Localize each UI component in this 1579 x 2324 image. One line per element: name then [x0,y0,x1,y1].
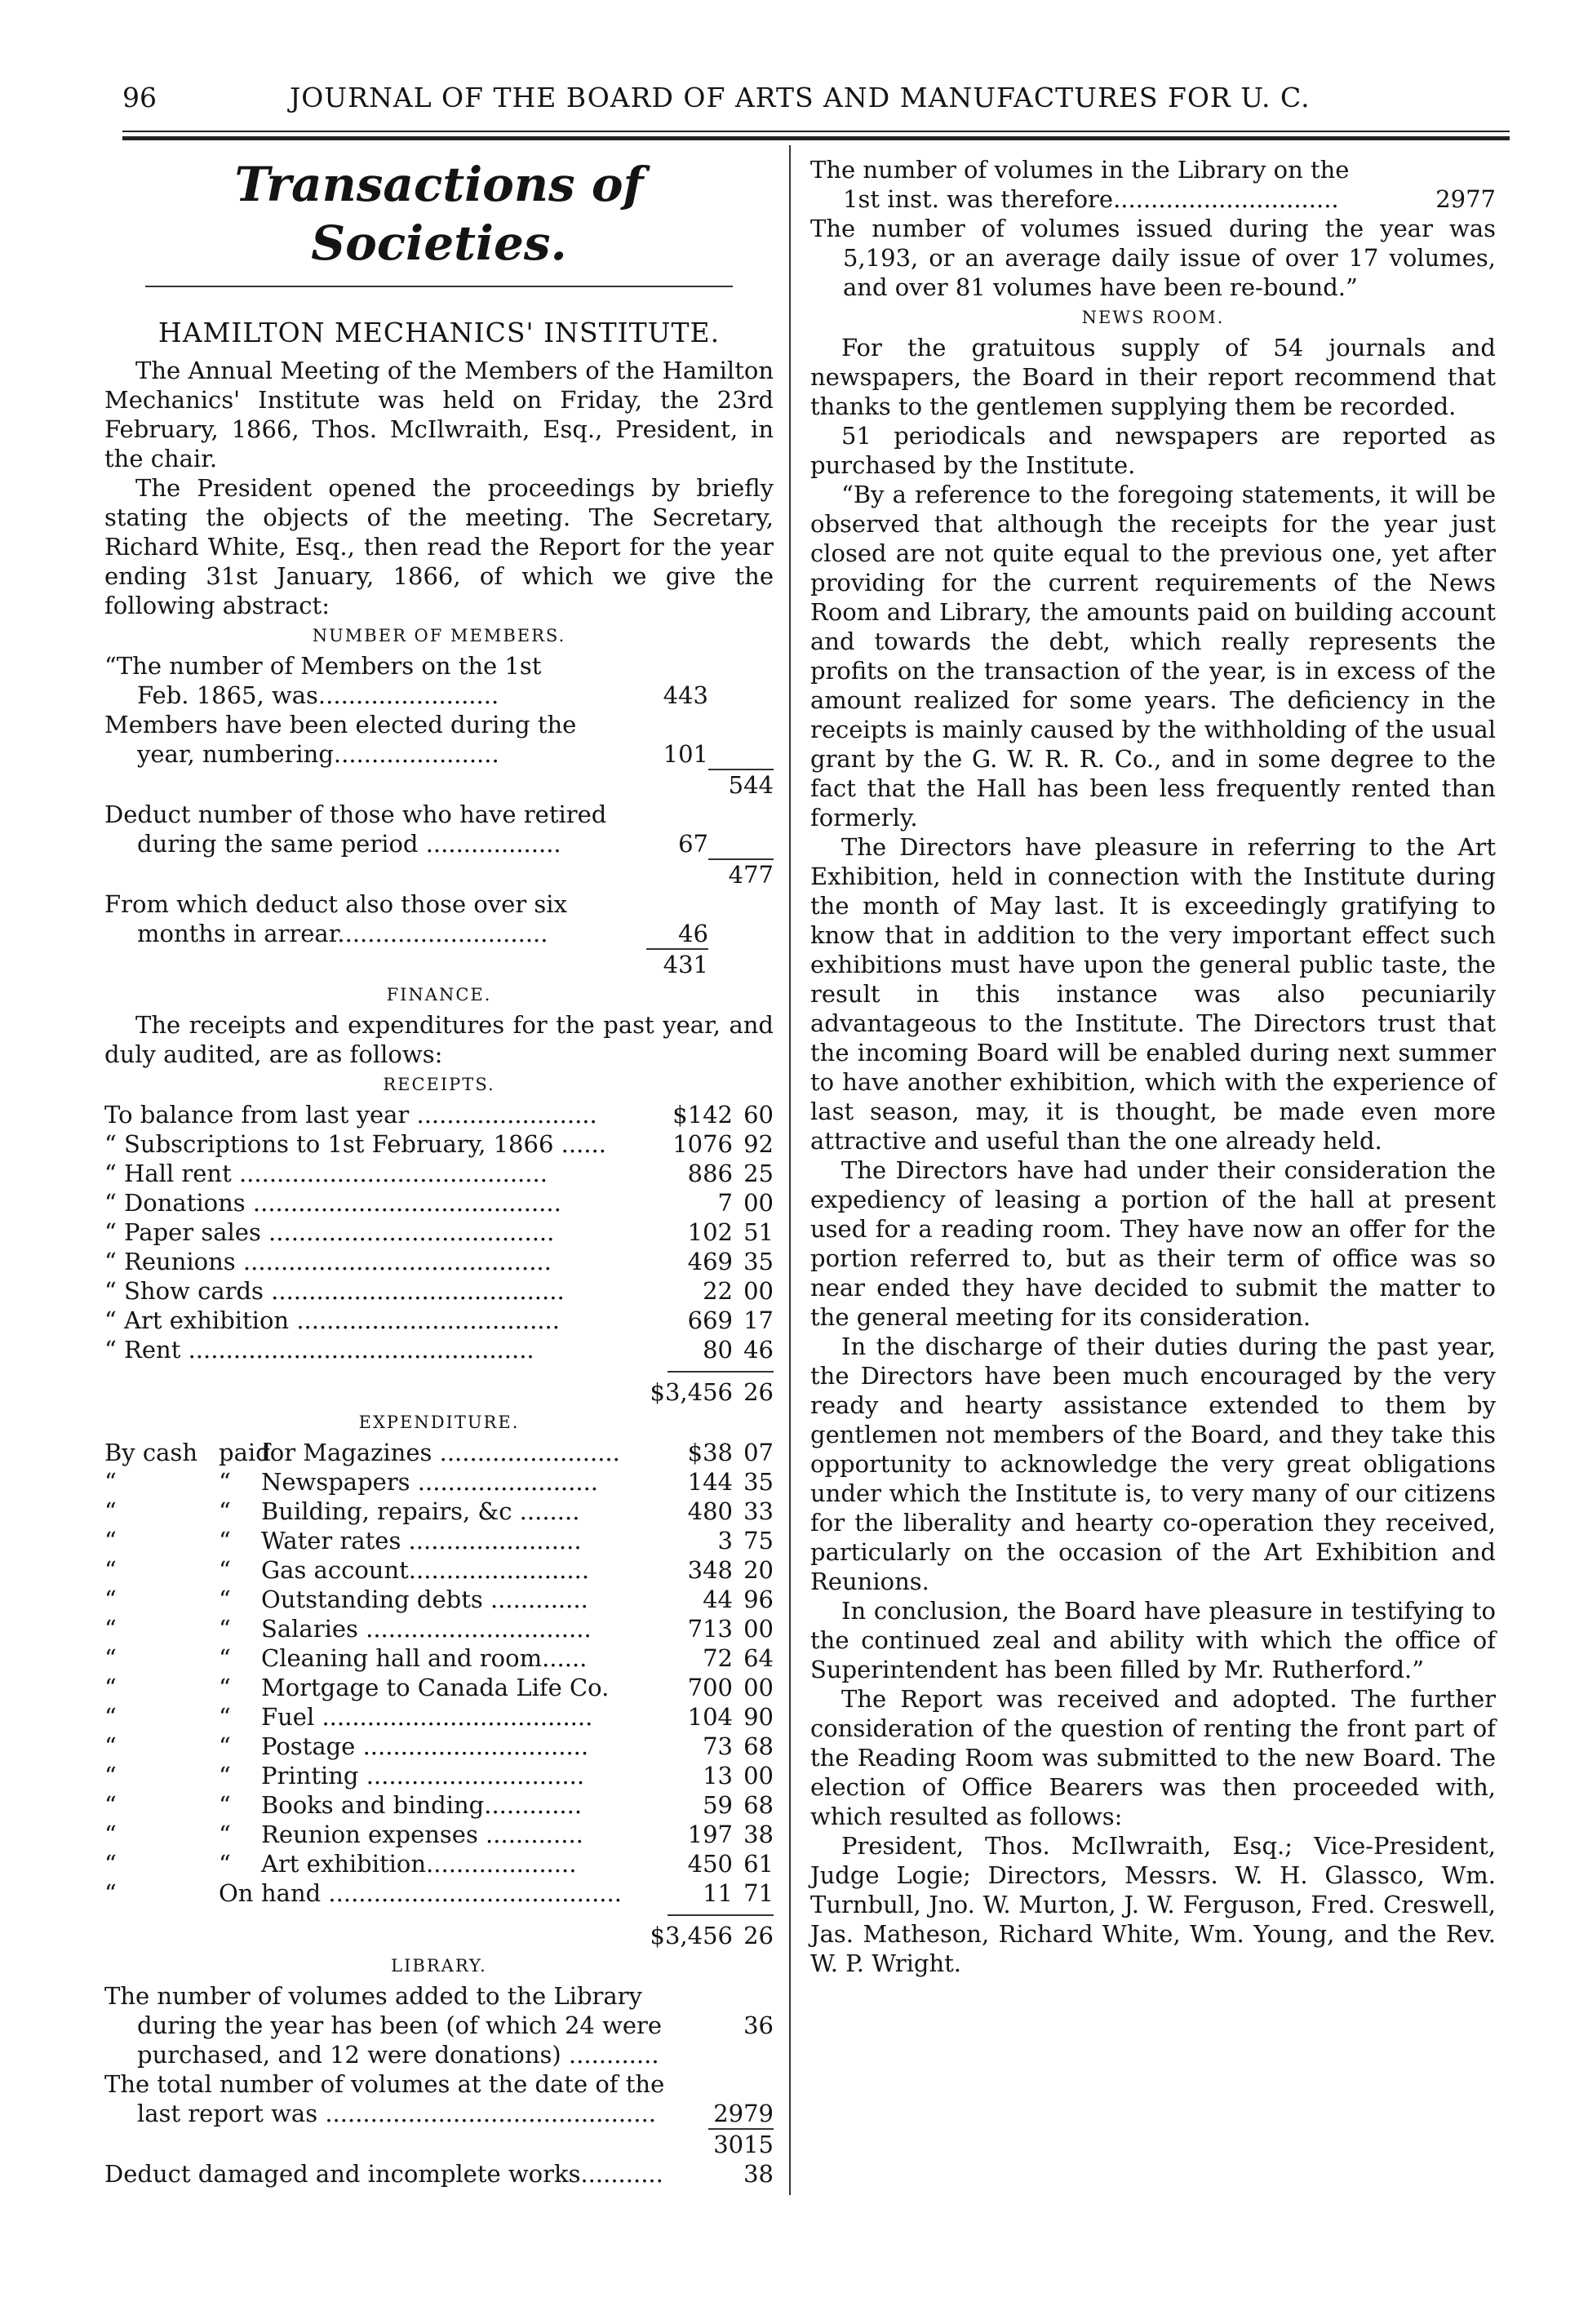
receipt-amount: $142 [672,1101,733,1129]
expenditure-prefix: “ [104,1644,117,1672]
receipt-amount: 80 [703,1336,733,1364]
expenditure-prefix: “ [219,1732,231,1760]
receipts-total-amount: $3,456 [650,1378,733,1406]
expenditure-amount: 73 [703,1732,733,1760]
expenditure-total-cents: 26 [743,1922,774,1949]
body-paragraph: “By a reference to the foregoing statements, it will be observed that although the receipts for the year just closed are not quite equal to the previous one, yet after providing for the current requirements of the News Room and Library, the amounts paid on building account and towards the debt, which really represents the profits on the transaction of the year, is in excess of the amount realized for some years. The deficiency in the receipts is mainly caused by the withholding of the usual grant by the G. W. R. R. Co., and in some degree to the fact that the Hall has been less frequently rented than formerly. [810,481,1496,832]
expenditure-prefix: paid [219,1439,271,1466]
expenditure-row [104,1555,774,1585]
library-value: 38 [743,2160,774,2188]
receipt-label: “ Hall rent ......................................... [104,1160,548,1187]
expenditure-amount: $38 [687,1439,733,1466]
members-row-cont: year, numbering...................... 101 [137,740,708,768]
members-value: 101 [663,740,708,768]
members-total: 431 [646,948,708,979]
expenditure-prefix: “ [219,1762,231,1790]
expenditure-row [104,1732,774,1761]
expenditure-table [104,1438,774,1908]
receipt-row [104,1188,774,1217]
expenditure-amount: 59 [703,1791,733,1819]
expenditure-prefix: “ [104,1497,117,1525]
expenditure-prefix: “ [219,1644,231,1672]
expenditure-prefix: “ [104,1732,117,1760]
receipt-cents: 00 [743,1189,774,1217]
expenditure-label: Mortgage to Canada Life Co. [261,1674,610,1701]
members-row: “The number of Members on the 1st [104,652,542,680]
body-paragraph: President, Thos. McIlwraith, Esq.; Vice-President, Judge Logie; Directors, Messrs. W. H. Glassco, Wm. Turnbull, Jno. W. Murton, J. W. Ferguson, Fred. Creswell, Jas. Matheson, Richard White, Wm. Young, and the Rev. W. P. Wright. [810,1832,1496,1977]
expenditure-row [104,1438,774,1467]
expenditure-cents: 00 [743,1762,774,1790]
expenditure-prefix: “ [219,1527,231,1555]
expenditure-label: Building, repairs, &c ........ [261,1497,580,1525]
expenditure-prefix: “ [104,1762,117,1790]
receipt-row [104,1276,774,1306]
library-continued-value: 2977 [1435,185,1496,213]
expenditure-row [104,1585,774,1614]
receipt-label: “ Donations ......................................... [104,1189,561,1217]
receipt-amount: 7 [717,1189,733,1217]
expenditure-cents: 38 [743,1821,774,1848]
expenditure-label: Fuel .................................... [261,1703,593,1731]
issued-text: The number of volumes issued during the year was 5,193, or an average daily issue of over 17 volumes, and over 81 volumes have been re-bound.” [810,215,1496,301]
receipt-cents: 60 [743,1101,774,1129]
receipts-heading: RECEIPTS. [383,1075,495,1094]
expenditure-row [104,1702,774,1732]
expenditure-amount: 480 [687,1497,733,1525]
expenditure-prefix: “ [219,1586,231,1613]
receipt-cents: 51 [743,1218,774,1246]
expenditure-cents: 35 [743,1468,774,1496]
members-heading: NUMBER OF MEMBERS. [312,626,566,645]
expenditure-row [104,1790,774,1820]
receipt-label: To balance from last year ........................ [104,1101,597,1129]
members-total: 544 [708,769,774,800]
expenditure-row [104,1820,774,1849]
expenditure-label: Salaries .............................. [261,1615,592,1643]
expenditure-label: Cleaning hall and room...... [261,1644,588,1672]
receipt-label: “ Paper sales ...................................... [104,1218,555,1246]
expenditure-prefix: “ [219,1615,231,1643]
receipt-row [104,1129,774,1159]
receipt-cents: 46 [743,1336,774,1364]
receipt-row [104,1217,774,1247]
expenditure-prefix: “ [104,1879,117,1907]
expenditure-amount: 197 [687,1821,733,1848]
library-value: 2979 [713,2100,774,2127]
expenditure-prefix: “ [219,1556,231,1584]
finance-text: The receipts and expenditures for the past year, and duly audited, are as follows: [104,1011,774,1068]
expenditure-amount: 144 [687,1468,733,1496]
expenditure-cents: 33 [743,1497,774,1525]
library-row: The number of volumes added to the Library [104,1982,642,2010]
expenditure-cents: 61 [743,1850,774,1878]
expenditure-label: Water rates ....................... [261,1527,582,1555]
receipt-amount: 22 [703,1277,733,1305]
expenditure-cents: 07 [743,1439,774,1466]
expenditure-row [104,1673,774,1702]
expenditure-cents: 00 [743,1674,774,1701]
expenditure-amount: 348 [687,1556,733,1584]
expenditure-amount: 700 [687,1674,733,1701]
library-row-cont: during the year has been (of which 24 were purchased, and 12 were donations) ............ 36 [137,2011,774,2069]
expenditure-prefix: “ [219,1468,231,1496]
expenditure-prefix: “ [104,1821,117,1848]
members-value: 443 [663,681,708,709]
library-row: Deduct damaged and incomplete works........... 38 [104,2160,774,2188]
expenditure-amount: 11 [703,1879,733,1907]
receipts-table [104,1100,774,1364]
members-row-cont: during the same period .................. 67 [137,830,708,858]
body-paragraph: The Directors have pleasure in referring to the Art Exhibition, held in connection with the Institute during the month of May last. It is exceedingly gratifying to know that in addition to the very important effect such exhibitions must have upon the general public taste, the result in this instance was also pecuniarily advantageous to the Institute. The Directors trust that the incoming Board will be enabled during next summer to have another exhibition, which with the experience of last season, may, it is thought, be made even more attractive and useful than the one already held. [810,833,1496,1155]
members-row: From which deduct also those over six [104,890,567,918]
expenditure-cents: 96 [743,1586,774,1613]
expenditure-prefix: “ [219,1821,231,1848]
expenditure-prefix: “ [104,1850,117,1878]
expenditure-prefix: “ [104,1791,117,1819]
expenditure-cents: 68 [743,1791,774,1819]
expenditure-label: Printing ............................. [261,1762,585,1790]
news-room-heading: NEWS ROOM. [1081,308,1225,327]
expenditure-prefix: “ [104,1615,117,1643]
expenditure-cents: 90 [743,1703,774,1731]
expenditure-label: Art exhibition.................... [261,1850,577,1878]
expenditure-label: Reunion expenses ............. [261,1821,583,1848]
receipt-label: “ Rent .............................................. [104,1336,534,1364]
expenditure-row [104,1467,774,1497]
section-heading: Transactions of Societies. [234,157,644,271]
receipt-cents: 17 [743,1306,774,1334]
expenditure-row [104,1643,774,1673]
members-total: 477 [708,858,774,889]
members-subtotal-row [104,769,774,800]
receipt-cents: 92 [743,1130,774,1158]
members-row-cont: months in arrear............................ 46 [137,920,708,947]
expenditure-prefix: “ [104,1586,117,1613]
expenditure-row [104,1761,774,1790]
expenditure-prefix: “ [219,1674,231,1701]
left-column [104,155,774,2189]
header-rule-thin [122,131,1510,132]
receipt-cents: 00 [743,1277,774,1305]
members-row: Deduct number of those who have retired [104,801,607,828]
expenditure-amount: 44 [703,1586,733,1613]
receipt-label: “ Subscriptions to 1st February, 1866 ...... [104,1130,606,1158]
receipts-sum-rule [668,1371,774,1377]
expenditure-prefix: “ [104,1468,117,1496]
journal-title: JOURNAL OF THE BOARD OF ARTS AND MANUFACTURES FOR U. C. [290,82,1311,113]
expenditure-row [104,1497,774,1526]
body-paragraph: In conclusion, the Board have pleasure in testifying to the continued zeal and ability with which the office of Superintendent has been filled by Mr. Rutherford.” [810,1597,1496,1683]
receipt-amount: 1076 [672,1130,733,1158]
expenditure-label: Newspapers ........................ [261,1468,599,1496]
intro-paragraph: The President opened the proceedings by briefly stating the objects of the meeting. The Secretary, Richard White, Esq., then read the Report for the year ending 31st January, 1866, of which we give the following abstract: [104,474,774,619]
expenditure-heading: EXPENDITURE. [358,1413,520,1432]
page-number: 96 [122,82,157,113]
members-row-cont: Feb. 1865, was........................ 443 [137,681,708,709]
expenditure-total-amount: $3,456 [650,1922,733,1949]
expenditure-amount: 3 [717,1527,733,1555]
receipt-amount: 886 [687,1160,733,1187]
members-value: 67 [678,830,708,858]
body-paragraph: 51 periodicals and newspapers are reported as purchased by the Institute. [810,422,1496,479]
receipt-row [104,1247,774,1276]
expenditure-label: Postage .............................. [261,1732,589,1760]
body-paragraph: The Report was received and adopted. The further consideration of the question of renting the front part of the Reading Room was submitted to the new Board. The election of Office Bearers was then proceeded with, which resulted as follows: [810,1685,1496,1830]
running-head [122,82,1510,122]
expenditure-prefix: On [219,1879,254,1907]
receipt-cents: 25 [743,1160,774,1187]
right-column [810,155,1496,1978]
expenditure-amount: 13 [703,1762,733,1790]
receipt-row [104,1306,774,1335]
expenditure-label: Outstanding debts ............. [261,1586,588,1613]
library-heading: LIBRARY. [391,1956,487,1976]
library-row-cont: last report was ............................................ 2979 [137,2100,774,2127]
library-continued-row: The number of volumes in the Library on the [810,156,1350,184]
expenditure-cents: 64 [743,1644,774,1672]
receipt-label: “ Reunions ......................................... [104,1248,552,1275]
library-table [104,1981,774,2189]
receipt-label: “ Show cards ....................................... [104,1277,565,1305]
library-row: The total number of volumes at the date of the [104,2070,665,2098]
intro-paragraph: The Annual Meeting of the Members of the Hamilton Mechanics' Institute was held on Friday, the 23rd February, 1866, Thos. McIlwraith, Esq., President, in the chair. [104,357,774,472]
expenditure-label: for Magazines ........................ [261,1439,620,1466]
expenditure-cents: 00 [743,1615,774,1643]
members-row: Members have been elected during the [104,711,577,738]
expenditure-prefix: “ [219,1497,231,1525]
expenditure-amount: 713 [687,1615,733,1643]
members-subtotal-row [104,858,774,889]
finance-heading: FINANCE. [386,985,492,1005]
expenditure-row [104,1878,774,1908]
expenditure-amount: 104 [687,1703,733,1731]
expenditure-prefix: “ [219,1791,231,1819]
body-paragraph: For the gratuitous supply of 54 journals and newspapers, the Board in their report recommend that thanks to the gentlemen supplying them be recorded. [810,334,1496,420]
expenditure-sum-rule [668,1914,774,1921]
members-table [104,651,774,979]
receipt-amount: 469 [687,1248,733,1275]
expenditure-row [104,1526,774,1555]
expenditure-prefix: By cash [104,1439,198,1466]
receipt-row [104,1159,774,1188]
expenditure-label: Books and binding............. [261,1791,583,1819]
receipts-total-cents: 26 [743,1378,774,1406]
expenditure-prefix: “ [219,1850,231,1878]
expenditure-row [104,1849,774,1878]
expenditure-prefix: “ [104,1674,117,1701]
expenditure-prefix: “ [104,1703,117,1731]
receipt-label: “ Art exhibition ................................... [104,1306,560,1334]
receipt-row [104,1100,774,1129]
expenditure-prefix: “ [104,1556,117,1584]
expenditure-cents: 68 [743,1732,774,1760]
body-paragraph: The Directors have had under their consideration the expediency of leasing a portion of the hall at present used for a reading room. They have now an offer for the portion referred to, but as their term of office was so near ended they have decided to submit the matter to the general meeting for its consideration. [810,1156,1496,1331]
receipts-total-row [104,1377,774,1407]
library-value: 3015 [708,2128,774,2159]
receipt-amount: 669 [687,1306,733,1334]
receipt-cents: 35 [743,1248,774,1275]
expenditure-cents: 75 [743,1527,774,1555]
expenditure-cents: 20 [743,1556,774,1584]
receipt-amount: 102 [687,1218,733,1246]
library-sum-row [104,2128,774,2159]
expenditure-row [104,1614,774,1643]
receipt-row [104,1335,774,1364]
article-title: HAMILTON MECHANICS' INSTITUTE. [157,317,721,348]
expenditure-amount: 450 [687,1850,733,1878]
library-value: 36 [743,2011,774,2039]
section-heading-rule [145,286,733,287]
expenditure-prefix: “ [219,1703,231,1731]
expenditure-cents: 71 [743,1879,774,1907]
library-continued-row-cont: 1st inst. was therefore.............................. 2977 [843,185,1496,213]
expenditure-label: hand ....................................... [261,1879,622,1907]
expenditure-prefix: “ [104,1527,117,1555]
right-paragraphs [810,333,1496,1978]
body-paragraph: In the discharge of their duties during the past year, the Directors have been much encouraged by the very ready and hearty assistance extended to them by gentlemen not members of the Board, and they take this opportunity to acknowledge the very great obligations under which the Institute is, to very many of our citizens for the liberality and hearty co-operation they received, particularly on the occasion of the Art Exhibition and Reunions. [810,1333,1496,1595]
expenditure-total-row [104,1921,774,1950]
column-divider [789,145,791,2195]
members-subtotal-row [104,948,774,979]
members-value: 46 [678,920,708,947]
expenditure-amount: 72 [703,1644,733,1672]
expenditure-label: Gas account........................ [261,1556,590,1584]
header-rule-thick [122,136,1510,140]
